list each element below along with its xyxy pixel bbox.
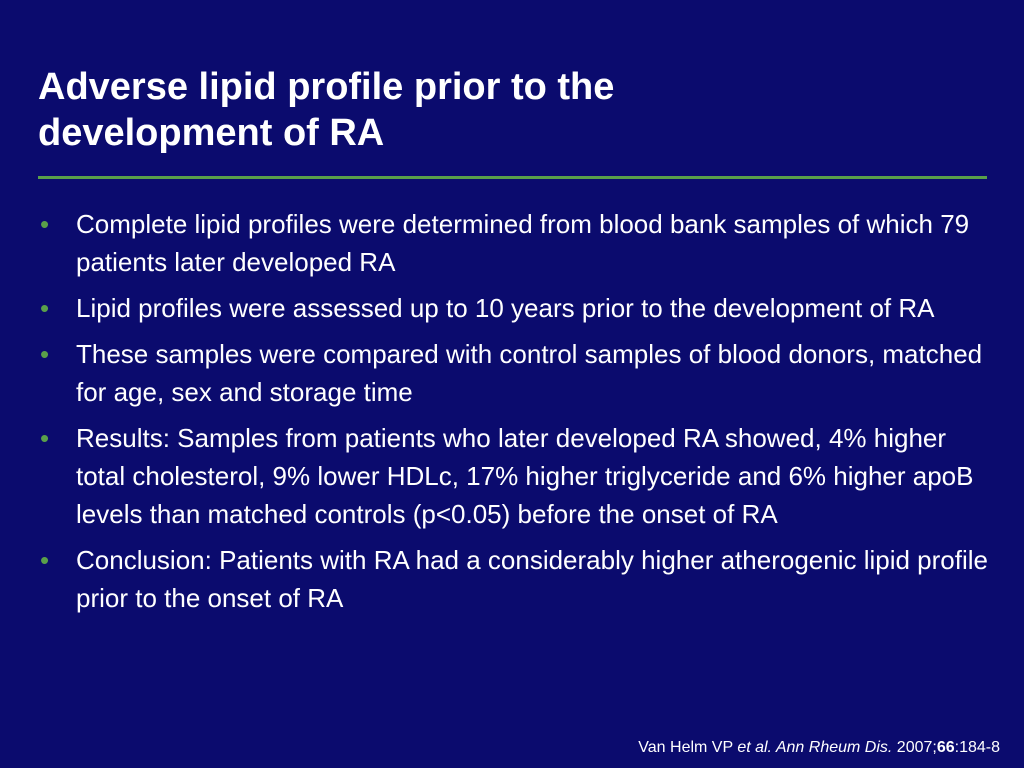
bullet-text-4: Results: Samples from patients who later developed RA showed, 4% higher total cholesterol, 9% lower HDLc, 17% higher triglyceride and 6% higher apoB levels than matched controls (p<0.05) before the onset of RA (76, 423, 974, 529)
bullet-text-5: Conclusion: Patients with RA had a considerably higher atherogenic lipid profile prior to the onset of RA (76, 545, 988, 613)
citation-year: 2007; (892, 739, 937, 756)
bullet-item-2 (40, 289, 1000, 327)
bullet-item-3 (40, 335, 1000, 411)
bullet-dot-icon: • (40, 339, 50, 369)
citation-volume: 66 (936, 739, 955, 756)
slide-title-line-2: development of RA (38, 112, 385, 154)
bullet-item-5 (40, 541, 1000, 617)
bullet-dot-icon: • (40, 293, 50, 323)
slide-title (38, 64, 988, 156)
bullet-dot-icon: • (40, 209, 50, 239)
citation (638, 738, 1000, 758)
citation-pages: :184-8 (954, 739, 1000, 756)
bullet-text-1: Complete lipid profiles were determined from blood bank samples of which 79 patients later developed RA (76, 209, 970, 277)
bullet-text-3: These samples were compared with control samples of blood donors, matched for age, sex and storage time (76, 339, 983, 407)
citation-journal: et al. Ann Rheum Dis. (737, 739, 893, 756)
citation-authors: Van Helm VP (638, 739, 738, 756)
bullet-dot-icon: • (40, 545, 50, 575)
bullet-item-4 (40, 419, 1000, 533)
title-divider (38, 176, 987, 179)
bullet-text-2: Lipid profiles were assessed up to 10 years prior to the development of RA (76, 293, 935, 323)
bullet-dot-icon: • (40, 423, 50, 453)
slide-title-line-1: Adverse lipid profile prior to the (38, 66, 615, 108)
bullet-item-1 (40, 205, 1000, 281)
bullet-list (40, 205, 1000, 625)
